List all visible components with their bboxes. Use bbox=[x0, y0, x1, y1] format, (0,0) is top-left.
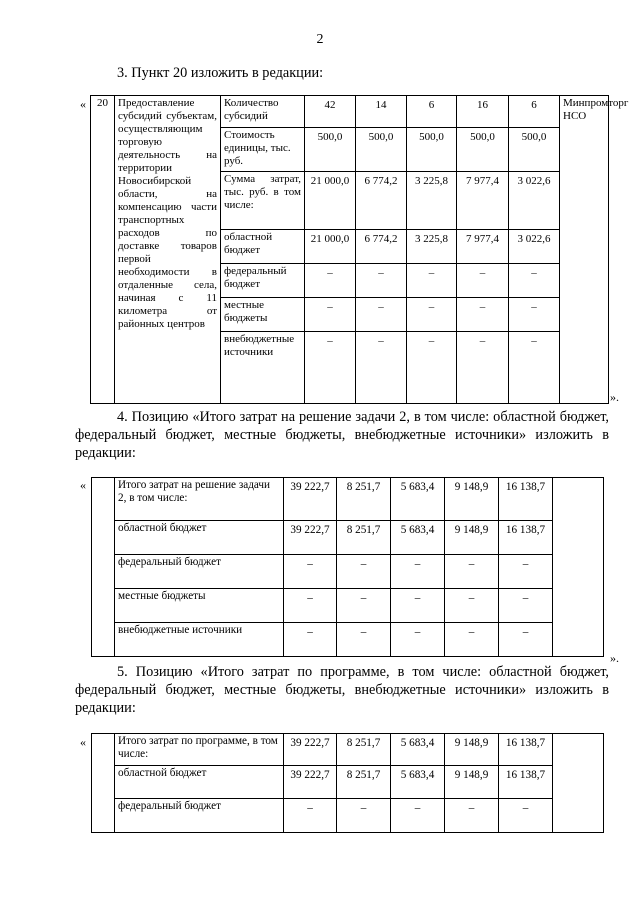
value-cell: – bbox=[509, 332, 560, 404]
value-cell: – bbox=[391, 555, 445, 589]
value-cell: 9 148,9 bbox=[445, 766, 499, 799]
value-cell: 6 bbox=[509, 96, 560, 128]
value-cell: 16 138,7 bbox=[499, 478, 553, 521]
item4-row-4 bbox=[92, 623, 604, 657]
value-cell: – bbox=[305, 298, 356, 332]
value-cell: 6 bbox=[407, 96, 457, 128]
value-cell: 500,0 bbox=[356, 128, 407, 172]
page-number: 2 bbox=[316, 32, 324, 47]
value-cell: – bbox=[305, 332, 356, 404]
value-cell: – bbox=[445, 799, 499, 833]
row-label: внебюджетные источники bbox=[115, 623, 284, 657]
item3-open-quote: « bbox=[80, 97, 86, 111]
value-cell: – bbox=[509, 264, 560, 298]
value-cell: 8 251,7 bbox=[337, 734, 391, 766]
value-cell: – bbox=[284, 799, 337, 833]
value-cell: 16 bbox=[457, 96, 509, 128]
value-cell: – bbox=[509, 298, 560, 332]
value-cell: 8 251,7 bbox=[337, 478, 391, 521]
value-cell: 42 bbox=[305, 96, 356, 128]
value-cell: 5 683,4 bbox=[391, 478, 445, 521]
row-label: федеральный бюджет bbox=[115, 799, 284, 833]
item5-row-2 bbox=[92, 799, 604, 833]
row-label: областной бюджет bbox=[221, 230, 305, 264]
row-label: федеральный бюджет bbox=[221, 264, 305, 298]
value-cell: 7 977,4 bbox=[457, 172, 509, 230]
value-cell: – bbox=[337, 623, 391, 657]
value-cell: – bbox=[356, 264, 407, 298]
item4-row-0 bbox=[92, 478, 604, 521]
value-cell: – bbox=[407, 332, 457, 404]
value-cell: 16 138,7 bbox=[499, 734, 553, 766]
value-cell: – bbox=[391, 623, 445, 657]
value-cell: 8 251,7 bbox=[337, 766, 391, 799]
item5-heading: 5. Позицию «Итого затрат по программе, в том числе: областной бюджет, федеральный бюджет, местные бюджеты, внебюджетные источники» изложить в редакции: bbox=[75, 664, 609, 716]
value-cell: – bbox=[457, 332, 509, 404]
value-cell: – bbox=[284, 555, 337, 589]
value-cell: 3 022,6 bbox=[509, 230, 560, 264]
item3-table bbox=[90, 95, 629, 404]
value-cell: 3 225,8 bbox=[407, 172, 457, 230]
value-cell: 8 251,7 bbox=[337, 521, 391, 555]
value-cell: 21 000,0 bbox=[305, 172, 356, 230]
value-cell: 500,0 bbox=[457, 128, 509, 172]
value-cell: 5 683,4 bbox=[391, 734, 445, 766]
item4-close-quote: ». bbox=[610, 651, 619, 665]
value-cell: – bbox=[457, 298, 509, 332]
item4-row-2 bbox=[92, 555, 604, 589]
value-cell: 16 138,7 bbox=[499, 521, 553, 555]
row-label: Количество субсидий bbox=[221, 96, 305, 128]
row-label: областной бюджет bbox=[115, 521, 284, 555]
value-cell: 39 222,7 bbox=[284, 734, 337, 766]
value-cell: – bbox=[337, 589, 391, 623]
value-cell: – bbox=[284, 623, 337, 657]
blank-cell bbox=[92, 478, 115, 657]
item5-table bbox=[91, 733, 604, 833]
value-cell: 3 225,8 bbox=[407, 230, 457, 264]
value-cell: 7 977,4 bbox=[457, 230, 509, 264]
row-number: 20 bbox=[91, 96, 115, 404]
value-cell: – bbox=[499, 623, 553, 657]
value-cell: – bbox=[356, 332, 407, 404]
item5-row-1 bbox=[92, 766, 604, 799]
value-cell: 16 138,7 bbox=[499, 766, 553, 799]
row-label: Итого затрат на решение задачи 2, в том числе: bbox=[115, 478, 284, 521]
value-cell: – bbox=[305, 264, 356, 298]
blank-cell bbox=[553, 734, 604, 833]
value-cell: 39 222,7 bbox=[284, 521, 337, 555]
value-cell: 21 000,0 bbox=[305, 230, 356, 264]
item4-table bbox=[91, 477, 604, 657]
value-cell: – bbox=[407, 264, 457, 298]
item3-close-quote: ». bbox=[610, 390, 619, 404]
value-cell: – bbox=[356, 298, 407, 332]
value-cell: 9 148,9 bbox=[445, 478, 499, 521]
item5-row-0 bbox=[92, 734, 604, 766]
value-cell: 39 222,7 bbox=[284, 478, 337, 521]
value-cell: – bbox=[337, 799, 391, 833]
value-cell: 39 222,7 bbox=[284, 766, 337, 799]
item3-row-0 bbox=[91, 96, 609, 128]
row-label: федеральный бюджет bbox=[115, 555, 284, 589]
blank-cell bbox=[92, 734, 115, 833]
value-cell: – bbox=[391, 589, 445, 623]
value-cell: – bbox=[499, 555, 553, 589]
value-cell: 500,0 bbox=[509, 128, 560, 172]
value-cell: – bbox=[407, 298, 457, 332]
value-cell: – bbox=[445, 589, 499, 623]
value-cell: 500,0 bbox=[305, 128, 356, 172]
value-cell: 500,0 bbox=[407, 128, 457, 172]
executor: Минпромторг НСО bbox=[560, 96, 609, 404]
row-label: областной бюджет bbox=[115, 766, 284, 799]
row-label: местные бюджеты bbox=[115, 589, 284, 623]
measure-description: Предоставление субсидий субъектам, осуществляющим торговую деятельность на территории Новосибирской области, на компенсацию части транспортных расходов по доставке товаров первой необходимости в отдаленные села, начиная с 11 километра от районных центров bbox=[115, 96, 221, 404]
item4-row-3 bbox=[92, 589, 604, 623]
row-label: Итого затрат по программе, в том числе: bbox=[115, 734, 284, 766]
row-label: Стоимость единицы, тыс. руб. bbox=[221, 128, 305, 172]
row-label: Сумма затрат, тыс. руб. в том числе: bbox=[221, 172, 305, 230]
row-label: местные бюджеты bbox=[221, 298, 305, 332]
value-cell: 9 148,9 bbox=[445, 734, 499, 766]
value-cell: – bbox=[499, 799, 553, 833]
value-cell: 5 683,4 bbox=[391, 521, 445, 555]
value-cell: – bbox=[457, 264, 509, 298]
value-cell: – bbox=[499, 589, 553, 623]
item3-heading: 3. Пункт 20 изложить в редакции: bbox=[117, 65, 324, 81]
row-label: внебюджетные источники bbox=[221, 332, 305, 404]
value-cell: 6 774,2 bbox=[356, 230, 407, 264]
value-cell: 6 774,2 bbox=[356, 172, 407, 230]
value-cell: – bbox=[391, 799, 445, 833]
blank-cell bbox=[553, 478, 604, 657]
value-cell: – bbox=[337, 555, 391, 589]
value-cell: – bbox=[284, 589, 337, 623]
value-cell: 3 022,6 bbox=[509, 172, 560, 230]
item5-open-quote: « bbox=[80, 735, 86, 749]
value-cell: 9 148,9 bbox=[445, 521, 499, 555]
item4-row-1 bbox=[92, 521, 604, 555]
value-cell: – bbox=[445, 555, 499, 589]
value-cell: – bbox=[445, 623, 499, 657]
item4-heading: 4. Позицию «Итого затрат на решение задачи 2, в том числе: областной бюджет, федеральный бюджет, местные бюджеты, внебюджетные источники» изложить в редакции: bbox=[75, 409, 609, 461]
value-cell: 5 683,4 bbox=[391, 766, 445, 799]
value-cell: 14 bbox=[356, 96, 407, 128]
item4-open-quote: « bbox=[80, 478, 86, 492]
